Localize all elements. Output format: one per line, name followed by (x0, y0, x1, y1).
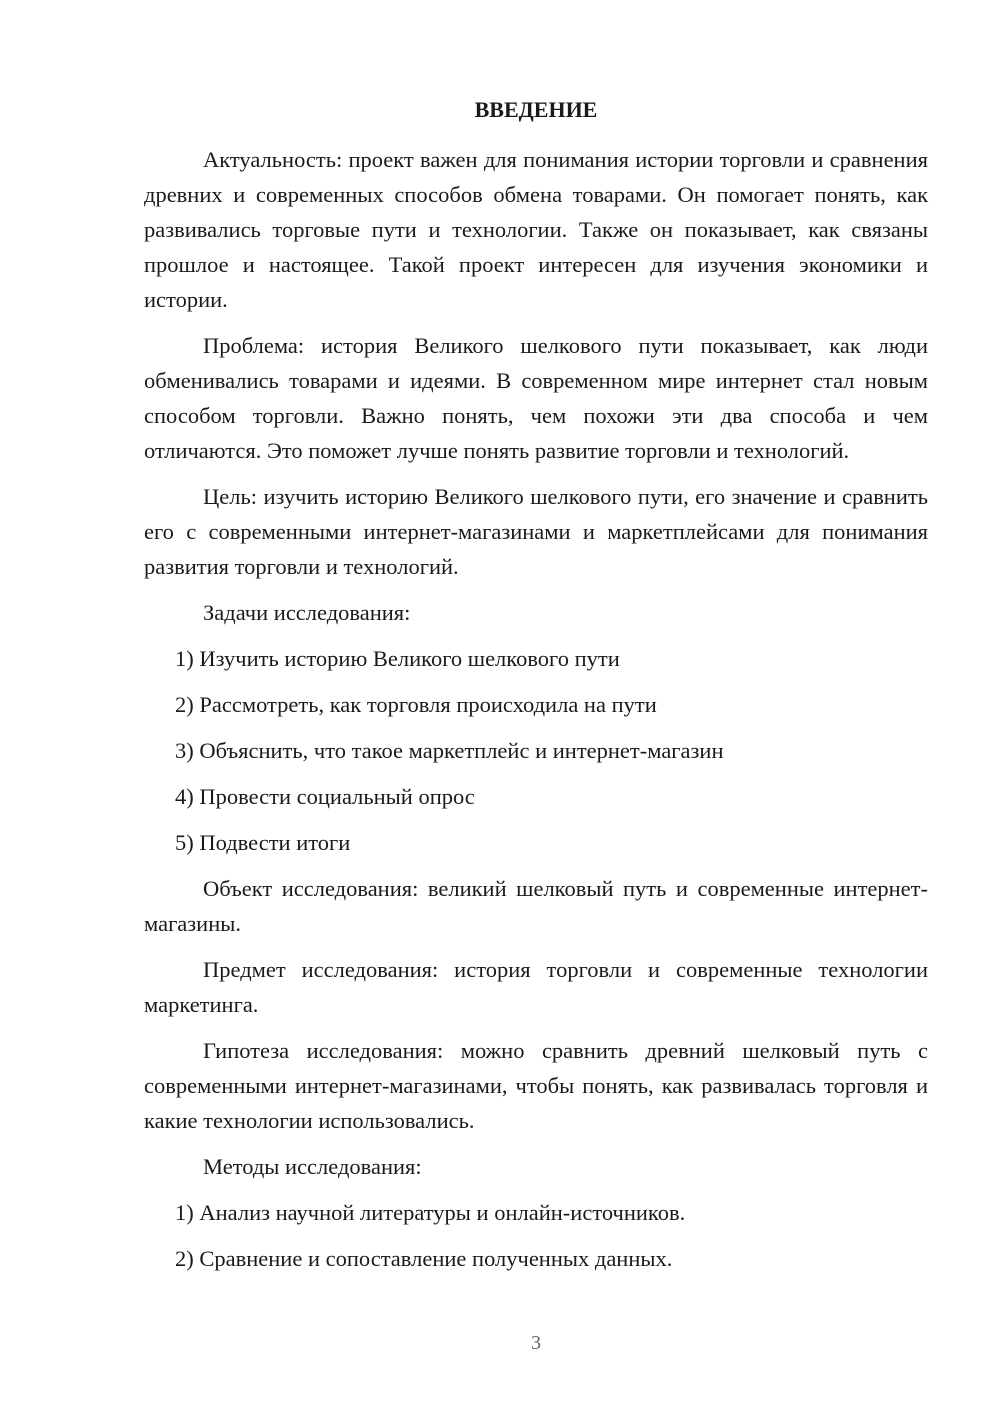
subject-paragraph: Предмет исследования: история торговли и современные технологии маркетинга. (144, 957, 928, 1017)
list-item: 5) Подвести итоги (175, 830, 351, 855)
list-item: 4) Провести социальный опрос (175, 784, 475, 809)
hypothesis-paragraph: Гипотеза исследования: можно сравнить древний шелковый путь с современными интернет-магазинами, чтобы понять, как развивалась торговля и какие технологии использовались. (144, 1038, 928, 1133)
object-paragraph: Объект исследования: великий шелковый путь и современные интернет-магазины. (144, 876, 928, 936)
list-item: 2) Рассмотреть, как торговля происходила на пути (175, 692, 657, 717)
list-item: 3) Объяснить, что такое маркетплейс и интернет-магазин (175, 738, 724, 763)
section-heading: ВВЕДЕНИЕ (474, 97, 598, 122)
goal-paragraph: Цель: изучить историю Великого шелкового пути, его значение и сравнить его с современными интернет-магазинами и маркетплейсами для понимания развития торговли и технологий. (144, 484, 928, 579)
relevance-paragraph: Актуальность: проект важен для понимания истории торговли и сравнения древних и современных способов обмена товарами. Он помогает понять, как развивались торговые пути и технологии. Также он показывает, как связаны прошлое и настоящее. Такой проект интересен для изучения экономики и истории. (144, 147, 928, 312)
tasks-label: Задачи исследования: (203, 600, 411, 625)
list-item: 1) Анализ научной литературы и онлайн-источников. (175, 1200, 686, 1225)
list-item: 2) Сравнение и сопоставление полученных данных. (175, 1246, 673, 1271)
methods-list (144, 1195, 928, 1276)
page-number: 3 (531, 1332, 541, 1354)
document-page (144, 94, 928, 1287)
tasks-list (144, 641, 928, 860)
list-item: 1) Изучить историю Великого шелкового пути (175, 646, 620, 671)
methods-label: Методы исследования: (203, 1154, 422, 1179)
problem-paragraph: Проблема: история Великого шелкового пути показывает, как люди обменивались товарами и идеями. В современном мире интернет стал новым способом торговли. Важно понять, чем похожи эти два способа и чем отличаются. Это поможет лучше понять развитие торговли и технологий. (144, 333, 928, 463)
